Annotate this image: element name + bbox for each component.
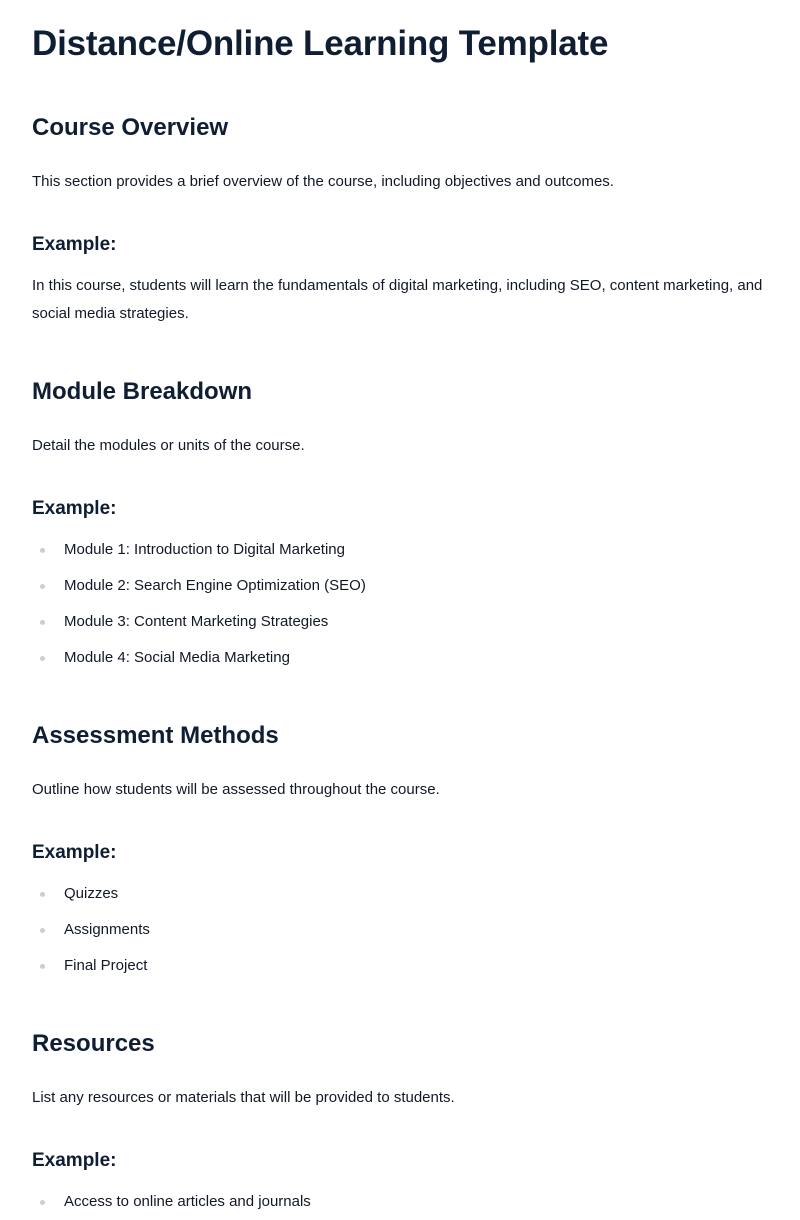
- section-description-course-overview: This section provides a brief overview of the course, including objectives and outcomes.: [32, 173, 614, 190]
- list-item: [32, 876, 768, 912]
- resources-list: [32, 1184, 768, 1220]
- section-heading-course-overview: Course Overview: [32, 114, 229, 141]
- example-heading-module-breakdown: Example:: [32, 498, 117, 519]
- list-item-text: Module 3: Content Marketing Strategies: [64, 613, 329, 630]
- list-item-text: Module 1: Introduction to Digital Marketing: [64, 541, 345, 558]
- list-item: [32, 568, 768, 604]
- section-heading-module-breakdown: Module Breakdown: [32, 378, 253, 405]
- list-item-text: Final Project: [64, 957, 148, 974]
- bullet-icon: [40, 892, 45, 897]
- list-item-text: Quizzes: [64, 885, 119, 902]
- section-heading-resources: Resources: [32, 1030, 155, 1057]
- list-item: [32, 912, 768, 948]
- list-item: [32, 948, 768, 984]
- example-heading-resources: Example:: [32, 1150, 117, 1171]
- bullet-icon: [40, 1200, 45, 1205]
- bullet-icon: [40, 928, 45, 933]
- example-heading-course-overview: Example:: [32, 234, 117, 255]
- list-item: [32, 640, 768, 676]
- bullet-icon: [40, 584, 45, 589]
- list-item-text: Module 4: Social Media Marketing: [64, 649, 290, 666]
- assessment-list: [32, 876, 768, 984]
- bullet-icon: [40, 620, 45, 625]
- list-item-text: Assignments: [64, 921, 150, 938]
- bullet-icon: [40, 964, 45, 969]
- module-list: [32, 532, 768, 676]
- section-heading-assessment-methods: Assessment Methods: [32, 722, 279, 749]
- section-description-resources: List any resources or materials that will be provided to students.: [32, 1089, 455, 1106]
- section-description-assessment-methods: Outline how students will be assessed throughout the course.: [32, 781, 440, 798]
- list-item: [32, 532, 768, 568]
- page-title: Distance/Online Learning Template: [32, 24, 609, 63]
- example-text-course-overview: In this course, students will learn the fundamentals of digital marketing, including SEO, content marketing, and social media strategies.: [32, 277, 763, 322]
- list-item-text: Access to online articles and journals: [64, 1193, 311, 1210]
- list-item-text: Module 2: Search Engine Optimization (SEO): [64, 577, 366, 594]
- bullet-icon: [40, 656, 45, 661]
- list-item: [32, 1184, 768, 1220]
- list-item: [32, 604, 768, 640]
- bullet-icon: [40, 548, 45, 553]
- example-heading-assessment-methods: Example:: [32, 842, 117, 863]
- section-description-module-breakdown: Detail the modules or units of the course.: [32, 437, 305, 454]
